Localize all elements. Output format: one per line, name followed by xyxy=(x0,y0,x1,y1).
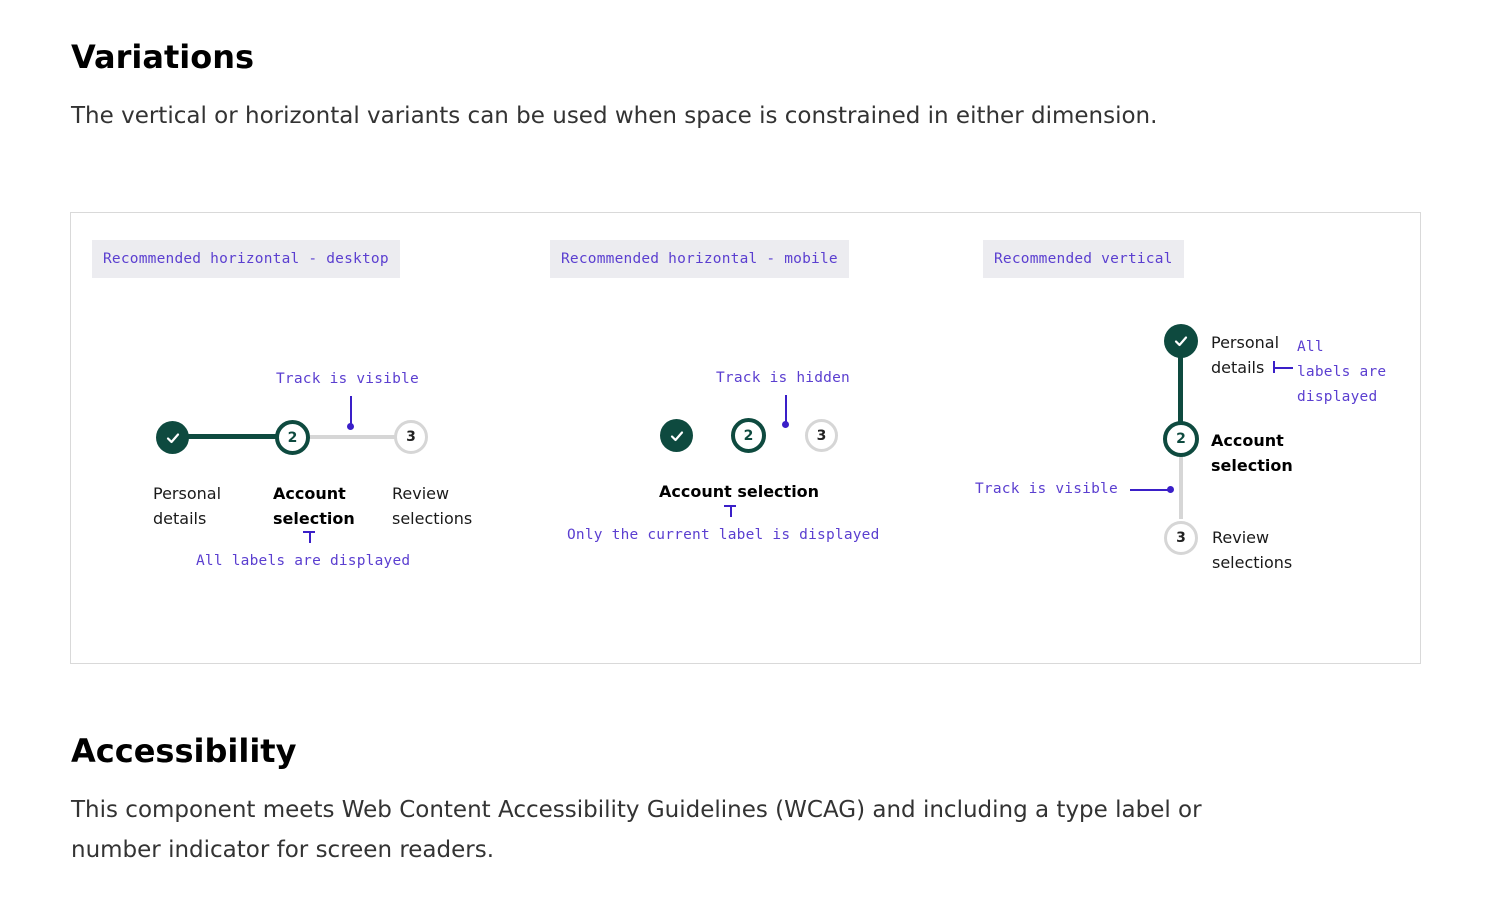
step-label-account: Account selection xyxy=(1211,431,1293,475)
step-upcoming xyxy=(805,419,838,452)
step-label-account: Account selection xyxy=(273,484,355,528)
annotation-pointer-line xyxy=(785,395,787,423)
annotation-pointer-dot xyxy=(782,421,789,428)
annotation-pointer-line xyxy=(350,396,352,424)
step-label-personal: Personal details xyxy=(153,484,222,528)
track-upcoming xyxy=(307,435,403,439)
annotation-pointer-dot xyxy=(1167,486,1174,493)
step-number: 2 xyxy=(287,429,298,446)
annotation-all-labels: All labels are displayed xyxy=(1297,339,1387,405)
annotation-bracket-stem xyxy=(730,505,732,517)
step-number: 3 xyxy=(1176,530,1186,546)
step-label-review: Review selections xyxy=(1212,528,1293,572)
track-complete xyxy=(186,434,278,439)
step-number: 3 xyxy=(816,427,827,444)
check-icon xyxy=(1174,334,1188,348)
current-step-label: Account selection xyxy=(659,482,820,501)
annotation-track-visible: Track is visible xyxy=(975,481,1118,497)
annotation-bracket-stem xyxy=(309,531,311,543)
annotation-track-hidden: Track is hidden xyxy=(716,370,850,386)
stepper-variations-figure xyxy=(70,212,1421,664)
step-number: 2 xyxy=(743,427,754,444)
accessibility-description: This component meets Web Content Accessibility Guidelines (WCAG) and including a type label or number indicator for screen readers. xyxy=(71,797,1202,863)
step-label-review: Review selections xyxy=(392,484,473,528)
check-icon xyxy=(670,429,684,443)
step-number: 2 xyxy=(1176,431,1186,447)
annotation-pointer-line xyxy=(1130,489,1170,491)
step-complete xyxy=(660,419,693,452)
step-label-personal: Personal details xyxy=(1211,333,1280,377)
tag-horizontal-mobile: Recommended horizontal - mobile xyxy=(550,240,849,278)
step-current xyxy=(731,418,766,453)
tag-horizontal-desktop: Recommended horizontal - desktop xyxy=(92,240,400,278)
annotation-bracket-line xyxy=(1273,367,1293,369)
track-upcoming xyxy=(1179,453,1183,519)
variations-heading: Variations xyxy=(71,38,255,76)
step-current xyxy=(1163,421,1199,457)
annotation-track-visible: Track is visible xyxy=(276,371,419,387)
variations-description: The vertical or horizontal variants can be used when space is constrained in either dimension. xyxy=(71,103,1158,129)
step-complete xyxy=(1164,324,1198,358)
annotation-current-label: Only the current label is displayed xyxy=(567,527,880,543)
annotation-all-labels: All labels are displayed xyxy=(196,553,411,569)
step-current xyxy=(275,420,310,455)
tag-vertical: Recommended vertical xyxy=(983,240,1184,278)
step-complete xyxy=(156,421,189,454)
step-number: 3 xyxy=(406,429,416,445)
step-upcoming xyxy=(1164,521,1198,555)
check-icon xyxy=(166,431,180,445)
annotation-pointer-dot xyxy=(347,423,354,430)
step-upcoming xyxy=(394,420,428,454)
track-complete xyxy=(1178,353,1183,423)
accessibility-heading: Accessibility xyxy=(71,732,297,770)
